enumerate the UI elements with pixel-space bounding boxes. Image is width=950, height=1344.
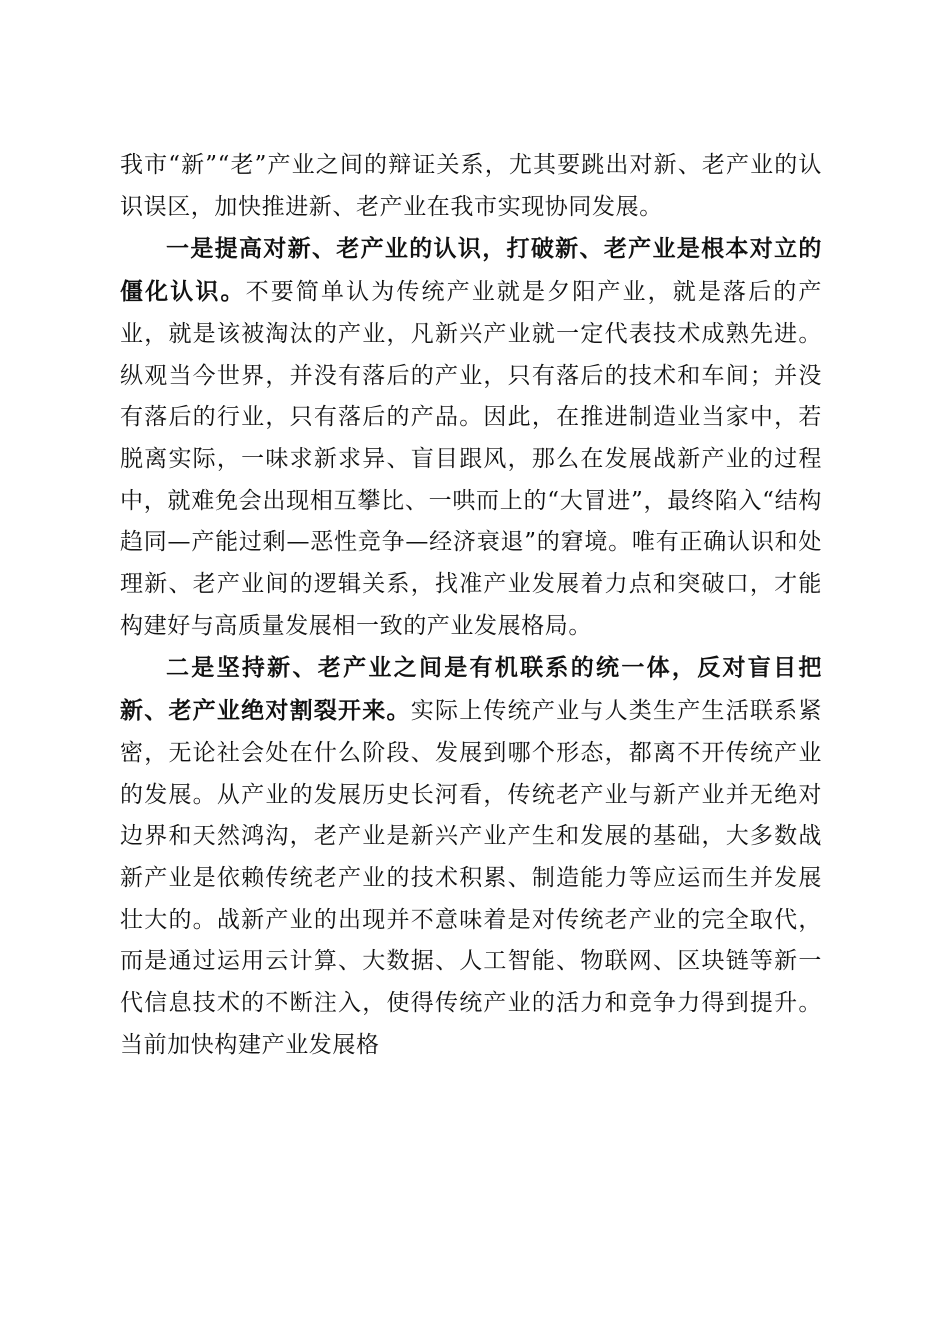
paragraph-2-body: 不要简单认为传统产业就是夕阳产业，就是落后的产业，就是该被淘汰的产业，凡新兴产业就一定代表技术成熟先进。纵观当今世界，并没有落后的产业，只有落后的技术和车间；并没有落后的行业，只有落后的产品。因此，在推进制造业当家中，若脱离实际，一味求新求异、盲目跟风，那么在发展战新产业的过程中，就难免会出现相互攀比、一哄而上的“大冒进”，最终陷入“结构趋同—产能过剩—恶性竞争—经济衰退”的窘境。唯有正确认识和处理新、老产业间的逻辑关系，找准产业发展着力点和突破口，才能构建好与高质量发展相一致的产业发展格局。 [120,279,823,639]
paragraph-continuation [120,144,822,228]
document-page [120,144,822,1066]
paragraph-3-lead: 二是坚持新、老产业之间是有机联系的统一体，反对盲目把新、老产业绝对割裂开来。 [120,654,822,725]
paragraph-1-body: 我市“新”“老”产业之间的辩证关系，尤其要跳出对新、老产业的认识误区，加快推进新、老产业在我市实现协同发展。 [120,152,822,220]
paragraph-3-body: 实际上传统产业与人类生产生活联系紧密，无论社会处在什么阶段、发展到哪个形态，都离不开传统产业的发展。从产业的发展历史长河看，传统老产业与新产业并无绝对边界和天然鸿沟，老产业是新兴产业产生和发展的基础，大多数战新产业是依赖传统老产业的技术积累、制造能力等应运而生并发展壮大的。战新产业的出现并不意味着是对传统老产业的完全取代，而是通过运用云计算、大数据、人工智能、物联网、区块链等新一代信息技术的不断注入，使得传统产业的活力和竞争力得到提升。当前加快构建产业发展格 [120,698,823,1058]
paragraph-point-one [120,228,822,647]
paragraph-point-two [120,647,822,1066]
paragraph-2-lead: 一是提高对新、老产业的认识，打破新、老产业是根本对立的僵化认识。 [120,235,822,306]
